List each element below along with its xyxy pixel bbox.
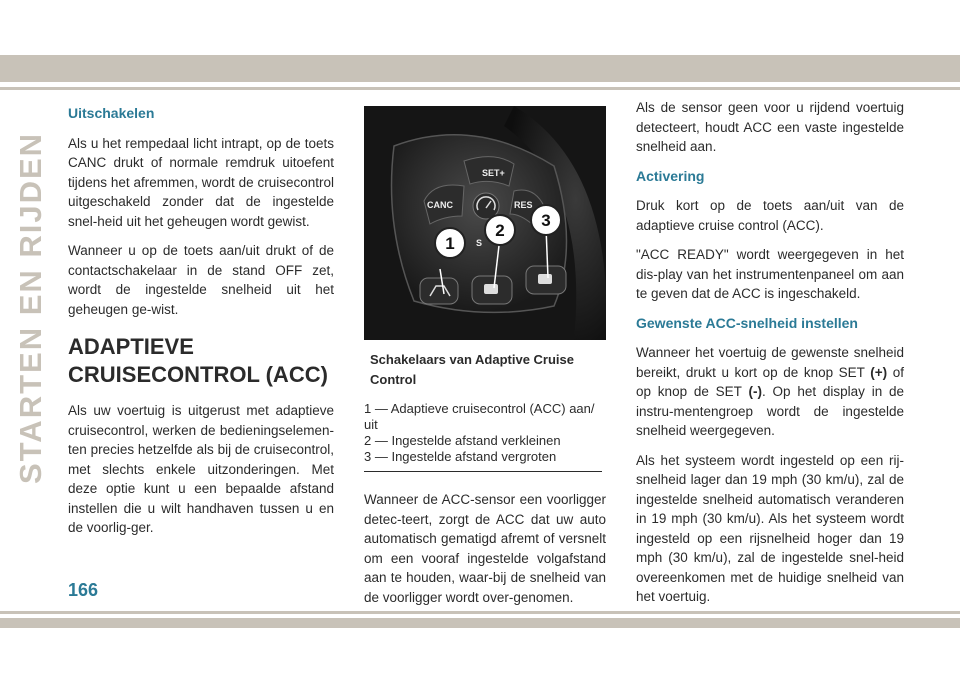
steering-wheel-photo [364, 106, 606, 340]
paragraph-activering-2: "ACC READY" wordt weergegeven in het dis-play van het instrumentenpaneel om aan te geven dat de ACC is ingeschakeld. [636, 247, 904, 301]
figure-caption-title: Schakelaars van Adaptive Cruise Control [370, 352, 575, 387]
section-title-line-2: CRUISECONTROL (ACC) [68, 362, 328, 387]
callout-2-label: 2 [495, 221, 505, 240]
header-rule [0, 87, 960, 90]
set-plus-label: SET+ [482, 168, 505, 178]
paragraph-no-vehicle: Als de sensor geen voor u rijdend voertuig detecteert, houdt ACC een vaste ingestelde snelheid aan. [636, 100, 904, 154]
set-speed-text-a: Wanneer het voertuig de gewenste snelheid bereikt, drukt u kort op de knop SET [636, 345, 904, 380]
caption-item-1: 1 — Adaptieve cruisecontrol (ACC) aan/ uit [364, 401, 595, 432]
caption-item-2: 2 — Ingestelde afstand verkleinen [364, 433, 561, 448]
paragraph-acc-intro: Als uw voertuig is uitgerust met adaptieve cruisecontrol, werken de bedieningselemen-ten precies hetzelfde als bij de cruisecontrol, met slechts enkele uitzonderingen. Met deze optie kunt u een bepaalde afstand instellen die u wilt handhaven tussen u en de voorlig-ger. [68, 403, 334, 535]
callout-1-label: 1 [445, 234, 455, 253]
set-plus-key: (+) [870, 364, 888, 380]
paragraph-uitschakelen-2: Wanneer u op de toets aan/uit drukt of de contactschakelaar in de stand OFF zet, wordt de ingestelde snelheid uit het geheugen ge-wist. [68, 243, 334, 317]
set-speed-text-c: of op knop de SET [636, 364, 904, 399]
paragraph-activering-1: Druk kort op de toets aan/uit van de adaptieve cruise control (ACC). [636, 198, 904, 233]
callout-3-label: 3 [541, 211, 551, 230]
caption-item-3: 3 — Ingestelde afstand vergroten [364, 449, 557, 464]
s-label: S [476, 238, 483, 248]
column-middle [364, 98, 606, 617]
section-title-acc [68, 333, 334, 389]
heading-uitschakelen: Uitschakelen [68, 105, 155, 121]
heading-gewenste-snelheid: Gewenste ACC-snelheid instellen [636, 314, 858, 331]
column-left [68, 98, 334, 548]
paragraph-speed-limits: Als het systeem wordt ingesteld op een rij-snelheid lager dan 19 mph (30 km/u), zal de ingestelde snelheid automatisch veranderen in 19 mph (30 km/u). Als het systeem wordt ingesteld op een rijsnelheid hoger dan 19 mph (30 km/u), zal de ingestelde snel-heid overeenkomen met de huidige snelheid van het voertuig. [636, 452, 904, 604]
paragraph-set-speed [636, 343, 904, 441]
caption-rule [364, 471, 602, 472]
header-band [0, 55, 960, 82]
paragraph-uitschakelen-1: Als u het rempedaal licht intrapt, op de toets CANC drukt of normale remdruk uitoefent tijdens het afremmen, wordt de cruisecontrol uitgeschakeld zonder dat de ingestelde snel-heid uit het geheugen wordt gewist. [68, 135, 334, 229]
footer-band [0, 618, 960, 628]
heading-activering: Activering [636, 167, 705, 184]
res-label: RES [514, 200, 533, 210]
acc-onoff-button [420, 278, 458, 304]
paragraph-acc-sensor: Wanneer de ACC-sensor een voorligger detec-teert, zorgt de ACC dat uw auto automatisch gematigd afremt of versnelt om een vooraf ingestelde volgafstand aan te houden, waar-bij de snelheid van de voorligger wordt over-genomen. [364, 492, 606, 605]
chapter-side-title: STARTEN EN RIJDEN [13, 131, 48, 484]
section-title-line-1: ADAPTIEVE [68, 334, 194, 359]
column-right [636, 98, 904, 617]
set-minus-key: (-) [748, 384, 762, 399]
canc-label: CANC [427, 200, 453, 210]
page-number: 166 [68, 580, 99, 600]
set-speed-text-e: . Op het display in de instru-mentengroep wordt de ingestelde snelheid weergegeven. [636, 384, 905, 438]
